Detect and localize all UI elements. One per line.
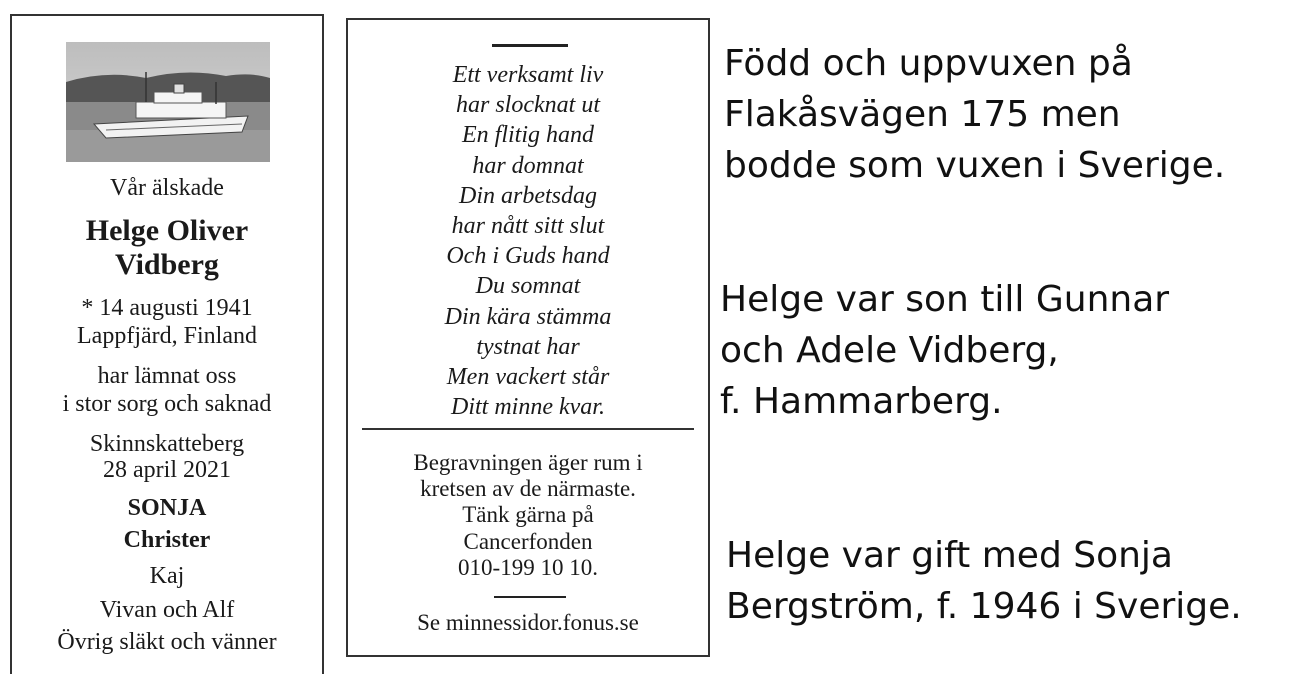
poem-line: Men vackert står [446, 364, 610, 391]
poem-line: En flitig hand [462, 122, 594, 149]
ship-photo [66, 42, 270, 162]
mourner-2: Christer [123, 527, 211, 553]
poem-line: Du somnat [475, 273, 581, 300]
note-parents [720, 274, 1169, 427]
note-birthplace [724, 38, 1225, 191]
note-line: Flakåsvägen 175 men [724, 94, 1121, 135]
note-line: bodde som vuxen i Sverige. [724, 145, 1226, 186]
mourner-4: Vivan och Alf [99, 597, 235, 623]
poem-line: Ett verksamt liv [452, 62, 604, 88]
note-line: och Adele Vidberg, [720, 330, 1059, 371]
section-divider [362, 428, 694, 430]
mourner-1: SONJA [127, 495, 207, 521]
intro-text: Vår älskade [110, 175, 224, 201]
poem-line: Och i Guds hand [446, 243, 610, 270]
funeral-line: Begravningen äger rum i [413, 450, 643, 475]
birth-place: Lappfjärd, Finland [77, 323, 257, 349]
poem-line: Din kära stämma [444, 303, 612, 330]
note-line: Bergström, f. 1946 i Sverige. [726, 586, 1242, 627]
funeral-line: kretsen av de närmaste. [420, 476, 636, 502]
poem-line: har domnat [472, 152, 584, 179]
name-line-2: Vidberg [115, 248, 219, 281]
mourner-5: Övrig släkt och vänner [57, 629, 277, 655]
note-line: f. Hammarberg. [720, 381, 1003, 422]
poem-line: tystnat har [476, 333, 580, 360]
obituary-column [10, 14, 324, 674]
death-date: 28 april 2021 [103, 457, 231, 483]
death-place: Skinnskatteberg [89, 431, 245, 457]
footer-divider [494, 596, 566, 598]
funeral-line: 010-199 10 10. [458, 554, 598, 580]
name-line-1: Helge Oliver [85, 214, 249, 247]
poem-line: har nått sitt slut [451, 213, 605, 240]
top-divider [492, 44, 568, 47]
funeral-line: Tänk gärna på [462, 502, 594, 528]
note-line: Född och uppvuxen på [724, 43, 1133, 84]
funeral-line: Cancerfonden [463, 528, 593, 554]
birth-date: * 14 augusti 1941 [81, 295, 253, 321]
poem-line: Din arbetsdag [459, 182, 597, 209]
note-spouse [726, 530, 1242, 632]
poem-line: Ditt minne kvar. [451, 394, 605, 421]
poem-line: har slocknat ut [456, 92, 600, 119]
note-line: Helge var gift med Sonja [726, 535, 1173, 576]
funeral-info [348, 450, 708, 581]
left-text-1: har lämnat oss [97, 363, 237, 389]
poem-column [346, 18, 710, 657]
left-text-2: i stor sorg och saknad [62, 391, 272, 417]
footer-text: Se minnessidor.fonus.se [417, 610, 639, 635]
poem [348, 60, 708, 422]
mourner-3: Kaj [149, 563, 185, 589]
note-line: Helge var son till Gunnar [720, 279, 1170, 320]
